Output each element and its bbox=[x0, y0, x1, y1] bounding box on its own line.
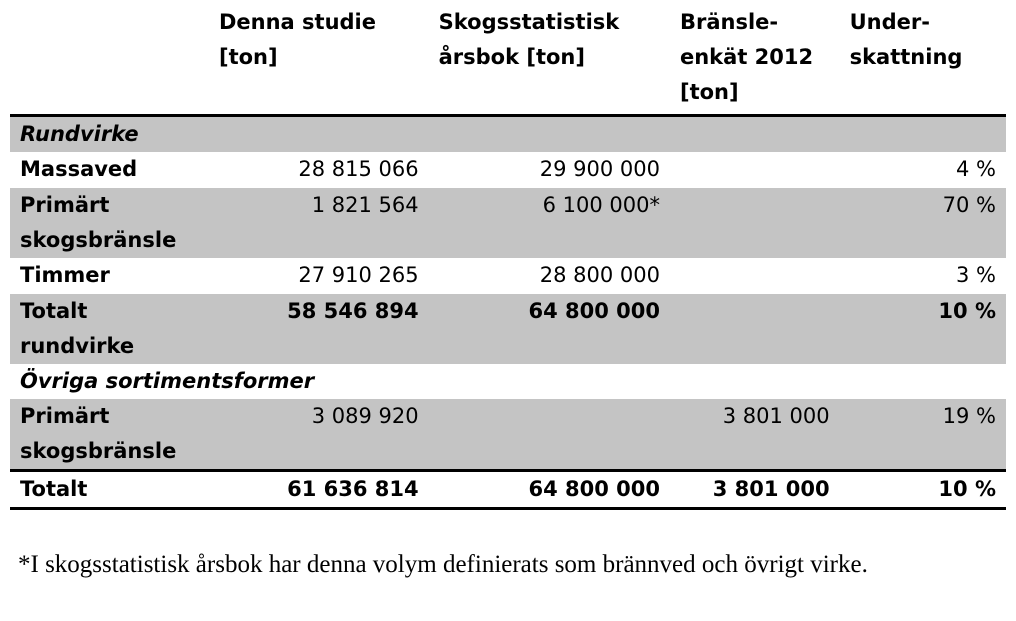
table-row-total bbox=[10, 471, 1006, 509]
cell-under: 10 % bbox=[938, 477, 996, 501]
header-bransleenkat bbox=[670, 0, 840, 116]
volume-comparison-table bbox=[10, 0, 1006, 510]
row-label-line: Primärt bbox=[20, 193, 110, 217]
header-line: Under- bbox=[849, 10, 930, 34]
row-label-line: Totalt bbox=[20, 299, 88, 323]
cell-arsbok: 6 100 000* bbox=[429, 188, 670, 259]
cell-denna: 28 815 066 bbox=[298, 157, 419, 181]
header-denna-studie bbox=[209, 0, 429, 116]
header-line: Bränsle- bbox=[679, 10, 779, 34]
cell-arsbok: 28 800 000 bbox=[539, 263, 660, 287]
cell-arsbok: 29 900 000 bbox=[539, 157, 660, 181]
cell-denna: 61 636 814 bbox=[287, 477, 419, 501]
cell-arsbok bbox=[429, 399, 670, 471]
cell-enkat bbox=[670, 188, 840, 259]
footnote: *I skogsstatistisk årsbok har denna volym definierats som brännved och övrigt virke. bbox=[18, 551, 868, 578]
table-row bbox=[10, 188, 1006, 259]
row-label bbox=[10, 399, 209, 471]
header-line: [ton] bbox=[218, 45, 278, 69]
header-line: Denna studie bbox=[218, 10, 376, 34]
section-row-ovriga bbox=[10, 364, 1006, 399]
header-line: årsbok [ton] bbox=[438, 45, 585, 69]
header-arsbok bbox=[429, 0, 670, 116]
header-row bbox=[10, 0, 1006, 116]
table-row-subtotal bbox=[10, 294, 1006, 365]
table-row bbox=[10, 399, 1006, 471]
table-container bbox=[10, 0, 1006, 510]
cell-denna: 27 910 265 bbox=[298, 263, 419, 287]
cell-enkat bbox=[670, 152, 840, 188]
table-row bbox=[10, 258, 1006, 294]
cell-under: 10 % bbox=[840, 294, 1006, 365]
cell-under: 3 % bbox=[956, 263, 996, 287]
cell-under: 70 % bbox=[840, 188, 1006, 259]
section-row-rundvirke bbox=[10, 116, 1006, 153]
row-label-line: Primärt bbox=[20, 404, 110, 428]
section-title: Övriga sortimentsformer bbox=[20, 369, 315, 393]
cell-under: 19 % bbox=[942, 404, 996, 428]
cell-denna: 58 546 894 bbox=[209, 294, 429, 365]
header-underskattning bbox=[840, 0, 1006, 116]
cell-denna: 1 821 564 bbox=[209, 188, 429, 259]
cell-enkat bbox=[670, 258, 840, 294]
row-label: Timmer bbox=[20, 263, 110, 287]
header-line: skattning bbox=[849, 45, 963, 69]
header-line: [ton] bbox=[679, 80, 739, 104]
row-label: Massaved bbox=[20, 157, 138, 181]
cell-arsbok: 64 800 000 bbox=[528, 477, 660, 501]
row-label-line: rundvirke bbox=[20, 334, 135, 358]
row-label: Totalt bbox=[20, 477, 88, 501]
header-empty bbox=[10, 0, 209, 116]
section-title: Rundvirke bbox=[20, 122, 139, 146]
cell-enkat: 3 801 000 bbox=[712, 477, 830, 501]
cell-enkat bbox=[670, 294, 840, 365]
cell-under: 4 % bbox=[956, 157, 996, 181]
row-label-line: skogsbränsle bbox=[20, 228, 177, 252]
cell-denna: 3 089 920 bbox=[311, 404, 419, 428]
table-row bbox=[10, 152, 1006, 188]
row-label bbox=[10, 188, 209, 259]
header-line: enkät 2012 bbox=[679, 45, 814, 69]
row-label-line: skogsbränsle bbox=[20, 439, 177, 463]
header-line: Skogsstatistisk bbox=[438, 10, 620, 34]
cell-enkat: 3 801 000 bbox=[722, 404, 830, 428]
cell-arsbok: 64 800 000 bbox=[429, 294, 670, 365]
row-label bbox=[10, 294, 209, 365]
